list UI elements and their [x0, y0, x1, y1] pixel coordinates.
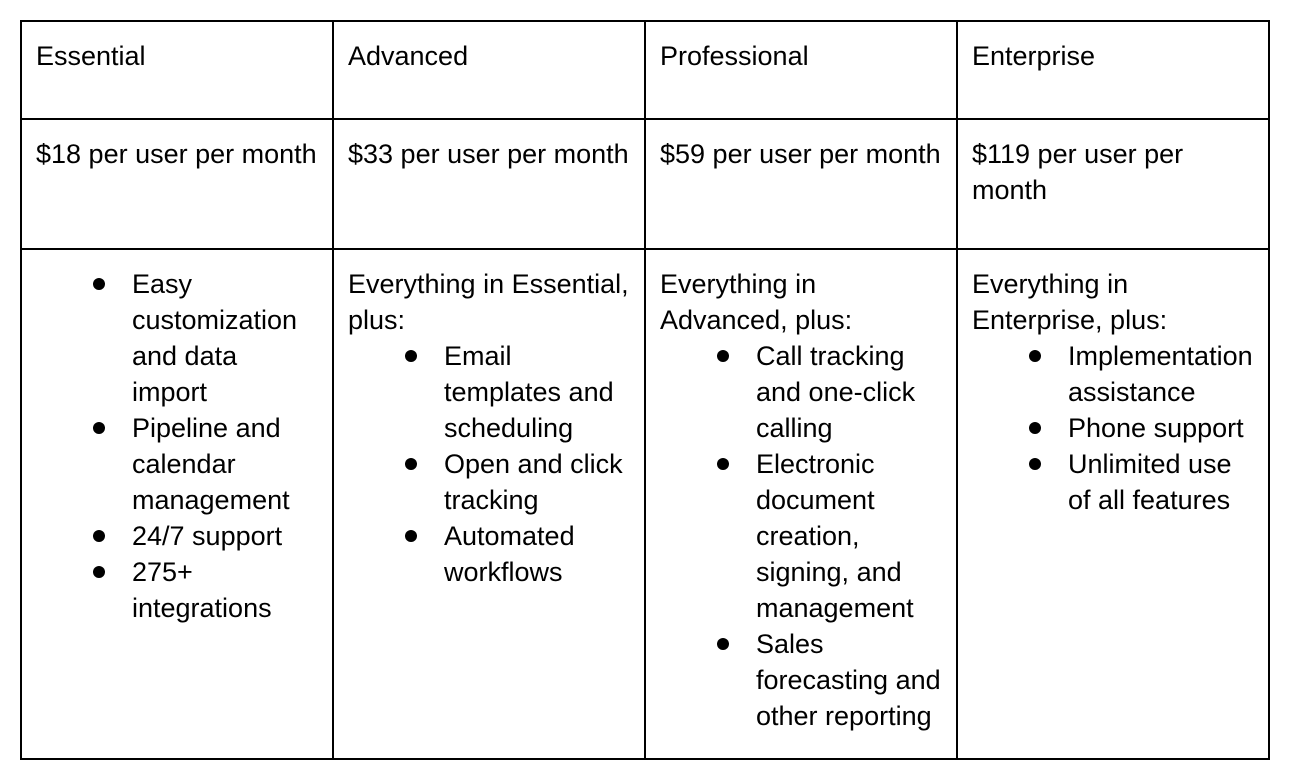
plan-name-row	[21, 21, 1269, 119]
features-intro: Everything in Enterprise, plus:	[972, 269, 1168, 335]
feature-item: Implementation assistance	[1068, 338, 1254, 410]
feature-item: 275+ integrations	[132, 554, 318, 626]
feature-list-enterprise	[972, 338, 1254, 518]
feature-item: Pipeline and calendar management	[132, 410, 318, 518]
feature-list-advanced	[348, 338, 630, 590]
plan-price-row	[21, 119, 1269, 249]
feature-item: Phone support	[1068, 410, 1254, 446]
plan-name-professional: Professional	[645, 21, 957, 119]
feature-item: 24/7 support	[132, 518, 318, 554]
plan-name-enterprise: Enterprise	[957, 21, 1269, 119]
plan-features-enterprise	[957, 249, 1269, 759]
feature-item: Electronic document creation, signing, and management	[756, 446, 942, 626]
plan-features-advanced	[333, 249, 645, 759]
feature-item: Unlimited use of all features	[1068, 446, 1254, 518]
feature-item: Automated workflows	[444, 518, 630, 590]
features-intro: Everything in Advanced, plus:	[660, 269, 853, 335]
feature-item: Open and click tracking	[444, 446, 630, 518]
pricing-table	[20, 20, 1270, 760]
feature-item: Easy customization and data import	[132, 266, 318, 410]
plan-price-professional: $59 per user per month	[645, 119, 957, 249]
plan-features-row	[21, 249, 1269, 759]
feature-list-professional	[660, 338, 942, 734]
plan-price-advanced: $33 per user per month	[333, 119, 645, 249]
plan-features-essential	[21, 249, 333, 759]
plan-name-essential: Essential	[21, 21, 333, 119]
feature-list-essential	[36, 266, 318, 626]
feature-item: Call tracking and one-click calling	[756, 338, 942, 446]
plan-name-advanced: Advanced	[333, 21, 645, 119]
feature-item: Sales forecasting and other reporting	[756, 626, 942, 734]
plan-price-essential: $18 per user per month	[21, 119, 333, 249]
plan-features-professional	[645, 249, 957, 759]
plan-price-enterprise: $119 per user per month	[957, 119, 1269, 249]
feature-item: Email templates and scheduling	[444, 338, 630, 446]
features-intro: Everything in Essential, plus:	[348, 269, 629, 335]
